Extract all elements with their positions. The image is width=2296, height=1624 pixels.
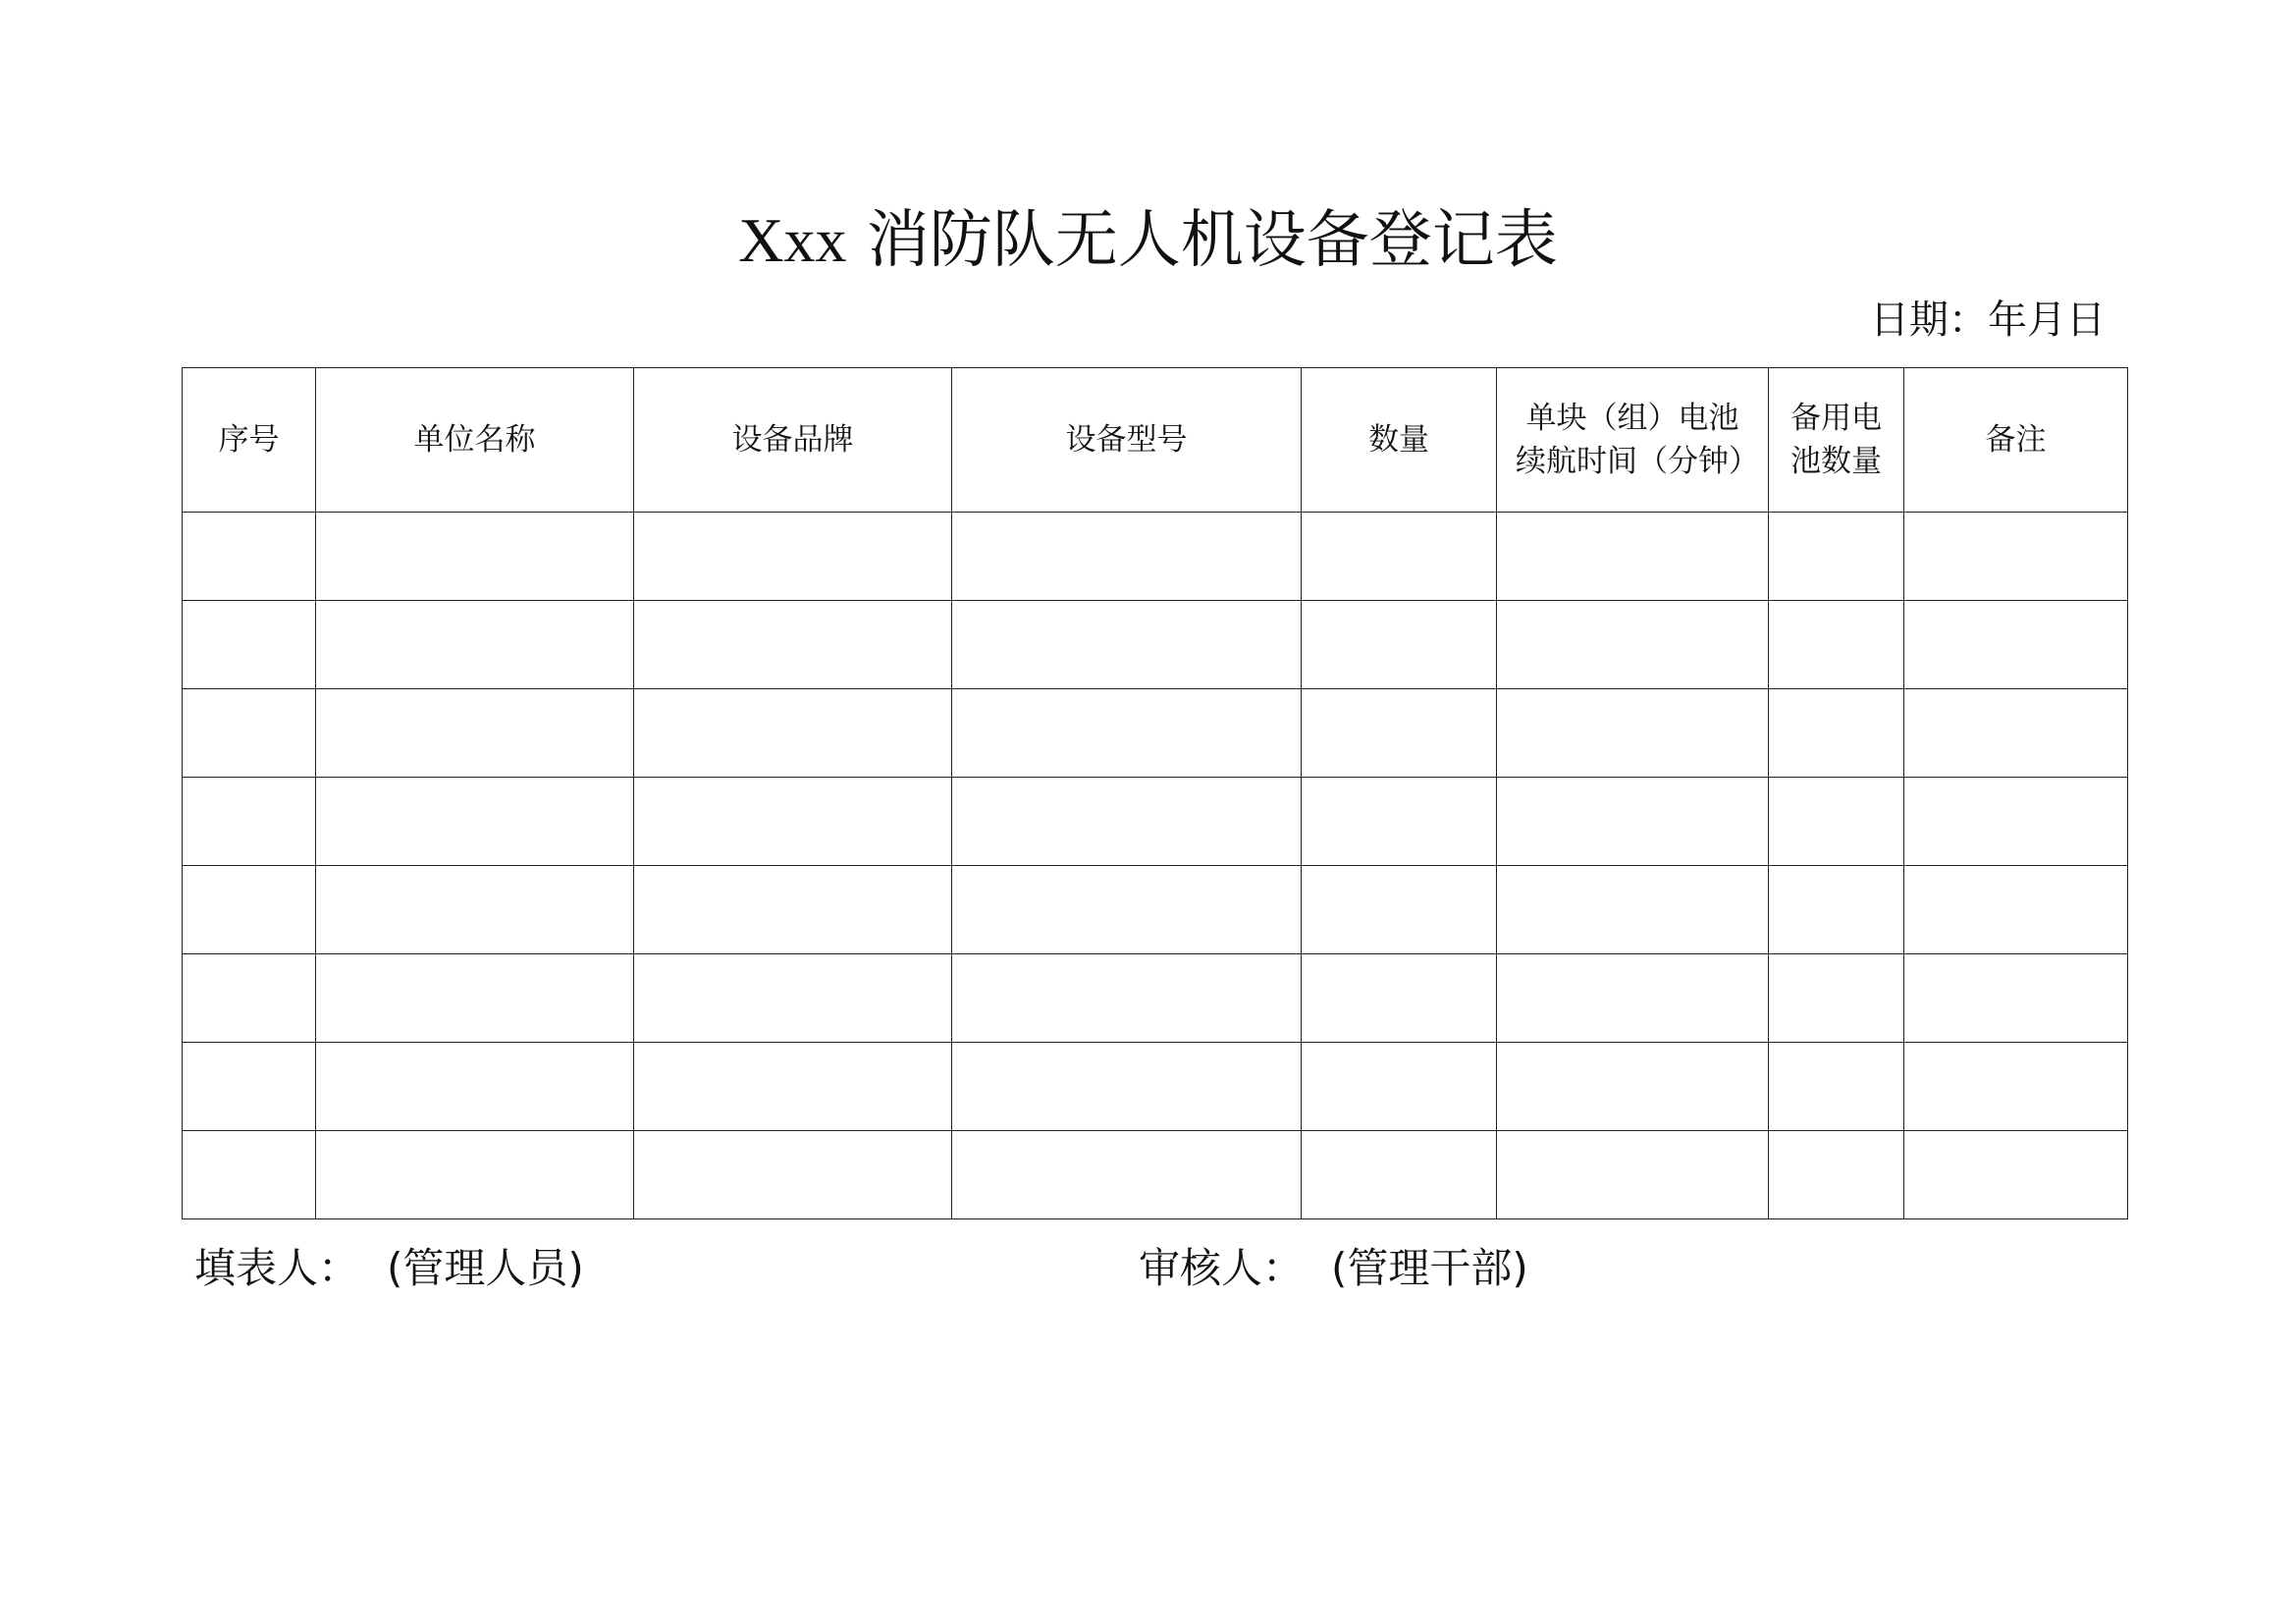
title-prefix: Xxx [738,205,847,275]
table-cell[interactable] [1769,601,1904,689]
header-brand: 设备品牌 [634,368,952,513]
table-cell[interactable] [316,866,634,954]
table-cell[interactable] [316,1131,634,1219]
reviewer-signature [1139,1241,1528,1296]
table-cell[interactable] [1497,866,1769,954]
table-cell[interactable] [183,1043,316,1131]
table-cell[interactable] [1497,954,1769,1043]
table-cell[interactable] [634,689,952,778]
table-cell[interactable] [952,513,1302,601]
date-label: 日期：年月日 [1870,298,2106,343]
table-row [183,601,2128,689]
table-cell[interactable] [1769,1043,1904,1131]
document-title [0,201,2296,280]
table-cell[interactable] [1904,866,2128,954]
registration-table [182,367,2128,1219]
header-unit-name: 单位名称 [316,368,634,513]
table-cell[interactable] [1769,778,1904,866]
table-cell[interactable] [183,601,316,689]
table-cell[interactable] [952,601,1302,689]
table-cell[interactable] [1497,601,1769,689]
table-cell[interactable] [952,689,1302,778]
table-cell[interactable] [316,954,634,1043]
table-cell[interactable] [952,954,1302,1043]
table-row [183,513,2128,601]
table-cell[interactable] [952,778,1302,866]
table-cell[interactable] [1302,601,1497,689]
table-cell[interactable] [316,513,634,601]
table-row [183,1131,2128,1219]
table-cell[interactable] [183,778,316,866]
table-cell[interactable] [316,778,634,866]
table-cell[interactable] [1302,689,1497,778]
table-cell[interactable] [316,1043,634,1131]
table-cell[interactable] [1769,513,1904,601]
table-cell[interactable] [1497,513,1769,601]
table-cell[interactable] [952,1131,1302,1219]
table-cell[interactable] [634,954,952,1043]
header-remarks: 备注 [1904,368,2128,513]
table-cell[interactable] [183,1131,316,1219]
table-cell[interactable] [1302,1043,1497,1131]
table-row [183,866,2128,954]
table-cell[interactable] [183,689,316,778]
table-cell[interactable] [634,513,952,601]
header-model: 设备型号 [952,368,1302,513]
header-index: 序号 [183,368,316,513]
table-cell[interactable] [1904,513,2128,601]
table-cell[interactable] [316,689,634,778]
reviewer-label: 审核人： [1139,1244,1305,1292]
table-cell[interactable] [634,601,952,689]
table-cell[interactable] [1302,866,1497,954]
table-cell[interactable] [1497,1131,1769,1219]
header-battery-endurance: 单块（组）电池续航时间（分钟） [1497,368,1769,513]
table-cell[interactable] [316,601,634,689]
table-cell[interactable] [1904,689,2128,778]
table-cell[interactable] [183,513,316,601]
filler-label: 填表人： [194,1244,360,1292]
table-cell[interactable] [634,1131,952,1219]
table-cell[interactable] [1904,778,2128,866]
table-cell[interactable] [1302,778,1497,866]
header-quantity: 数量 [1302,368,1497,513]
filler-value: (管理人员) [387,1244,584,1292]
table-cell[interactable] [1769,689,1904,778]
table-cell[interactable] [1769,954,1904,1043]
table-cell[interactable] [1302,513,1497,601]
table-cell[interactable] [183,954,316,1043]
table-cell[interactable] [1302,1131,1497,1219]
table-cell[interactable] [1904,1043,2128,1131]
header-spare-battery-count: 备用电池数量 [1769,368,1904,513]
table-cell[interactable] [952,866,1302,954]
table-cell[interactable] [634,866,952,954]
table-cell[interactable] [1904,954,2128,1043]
table-cell[interactable] [183,866,316,954]
table-cell[interactable] [952,1043,1302,1131]
table-cell[interactable] [1497,1043,1769,1131]
table-row [183,778,2128,866]
table-cell[interactable] [1497,689,1769,778]
reviewer-value: (管理干部) [1331,1244,1528,1292]
header-row [183,368,2128,513]
table-row [183,1043,2128,1131]
table-cell[interactable] [634,1043,952,1131]
table-cell[interactable] [634,778,952,866]
table-cell[interactable] [1904,1131,2128,1219]
title-main: 消防队无人机设备登记表 [866,204,1558,277]
table-row [183,689,2128,778]
table-cell[interactable] [1497,778,1769,866]
table-cell[interactable] [1302,954,1497,1043]
table-cell[interactable] [1904,601,2128,689]
table-cell[interactable] [1769,866,1904,954]
table-cell[interactable] [1769,1131,1904,1219]
table-row [183,954,2128,1043]
filler-signature [194,1241,584,1296]
